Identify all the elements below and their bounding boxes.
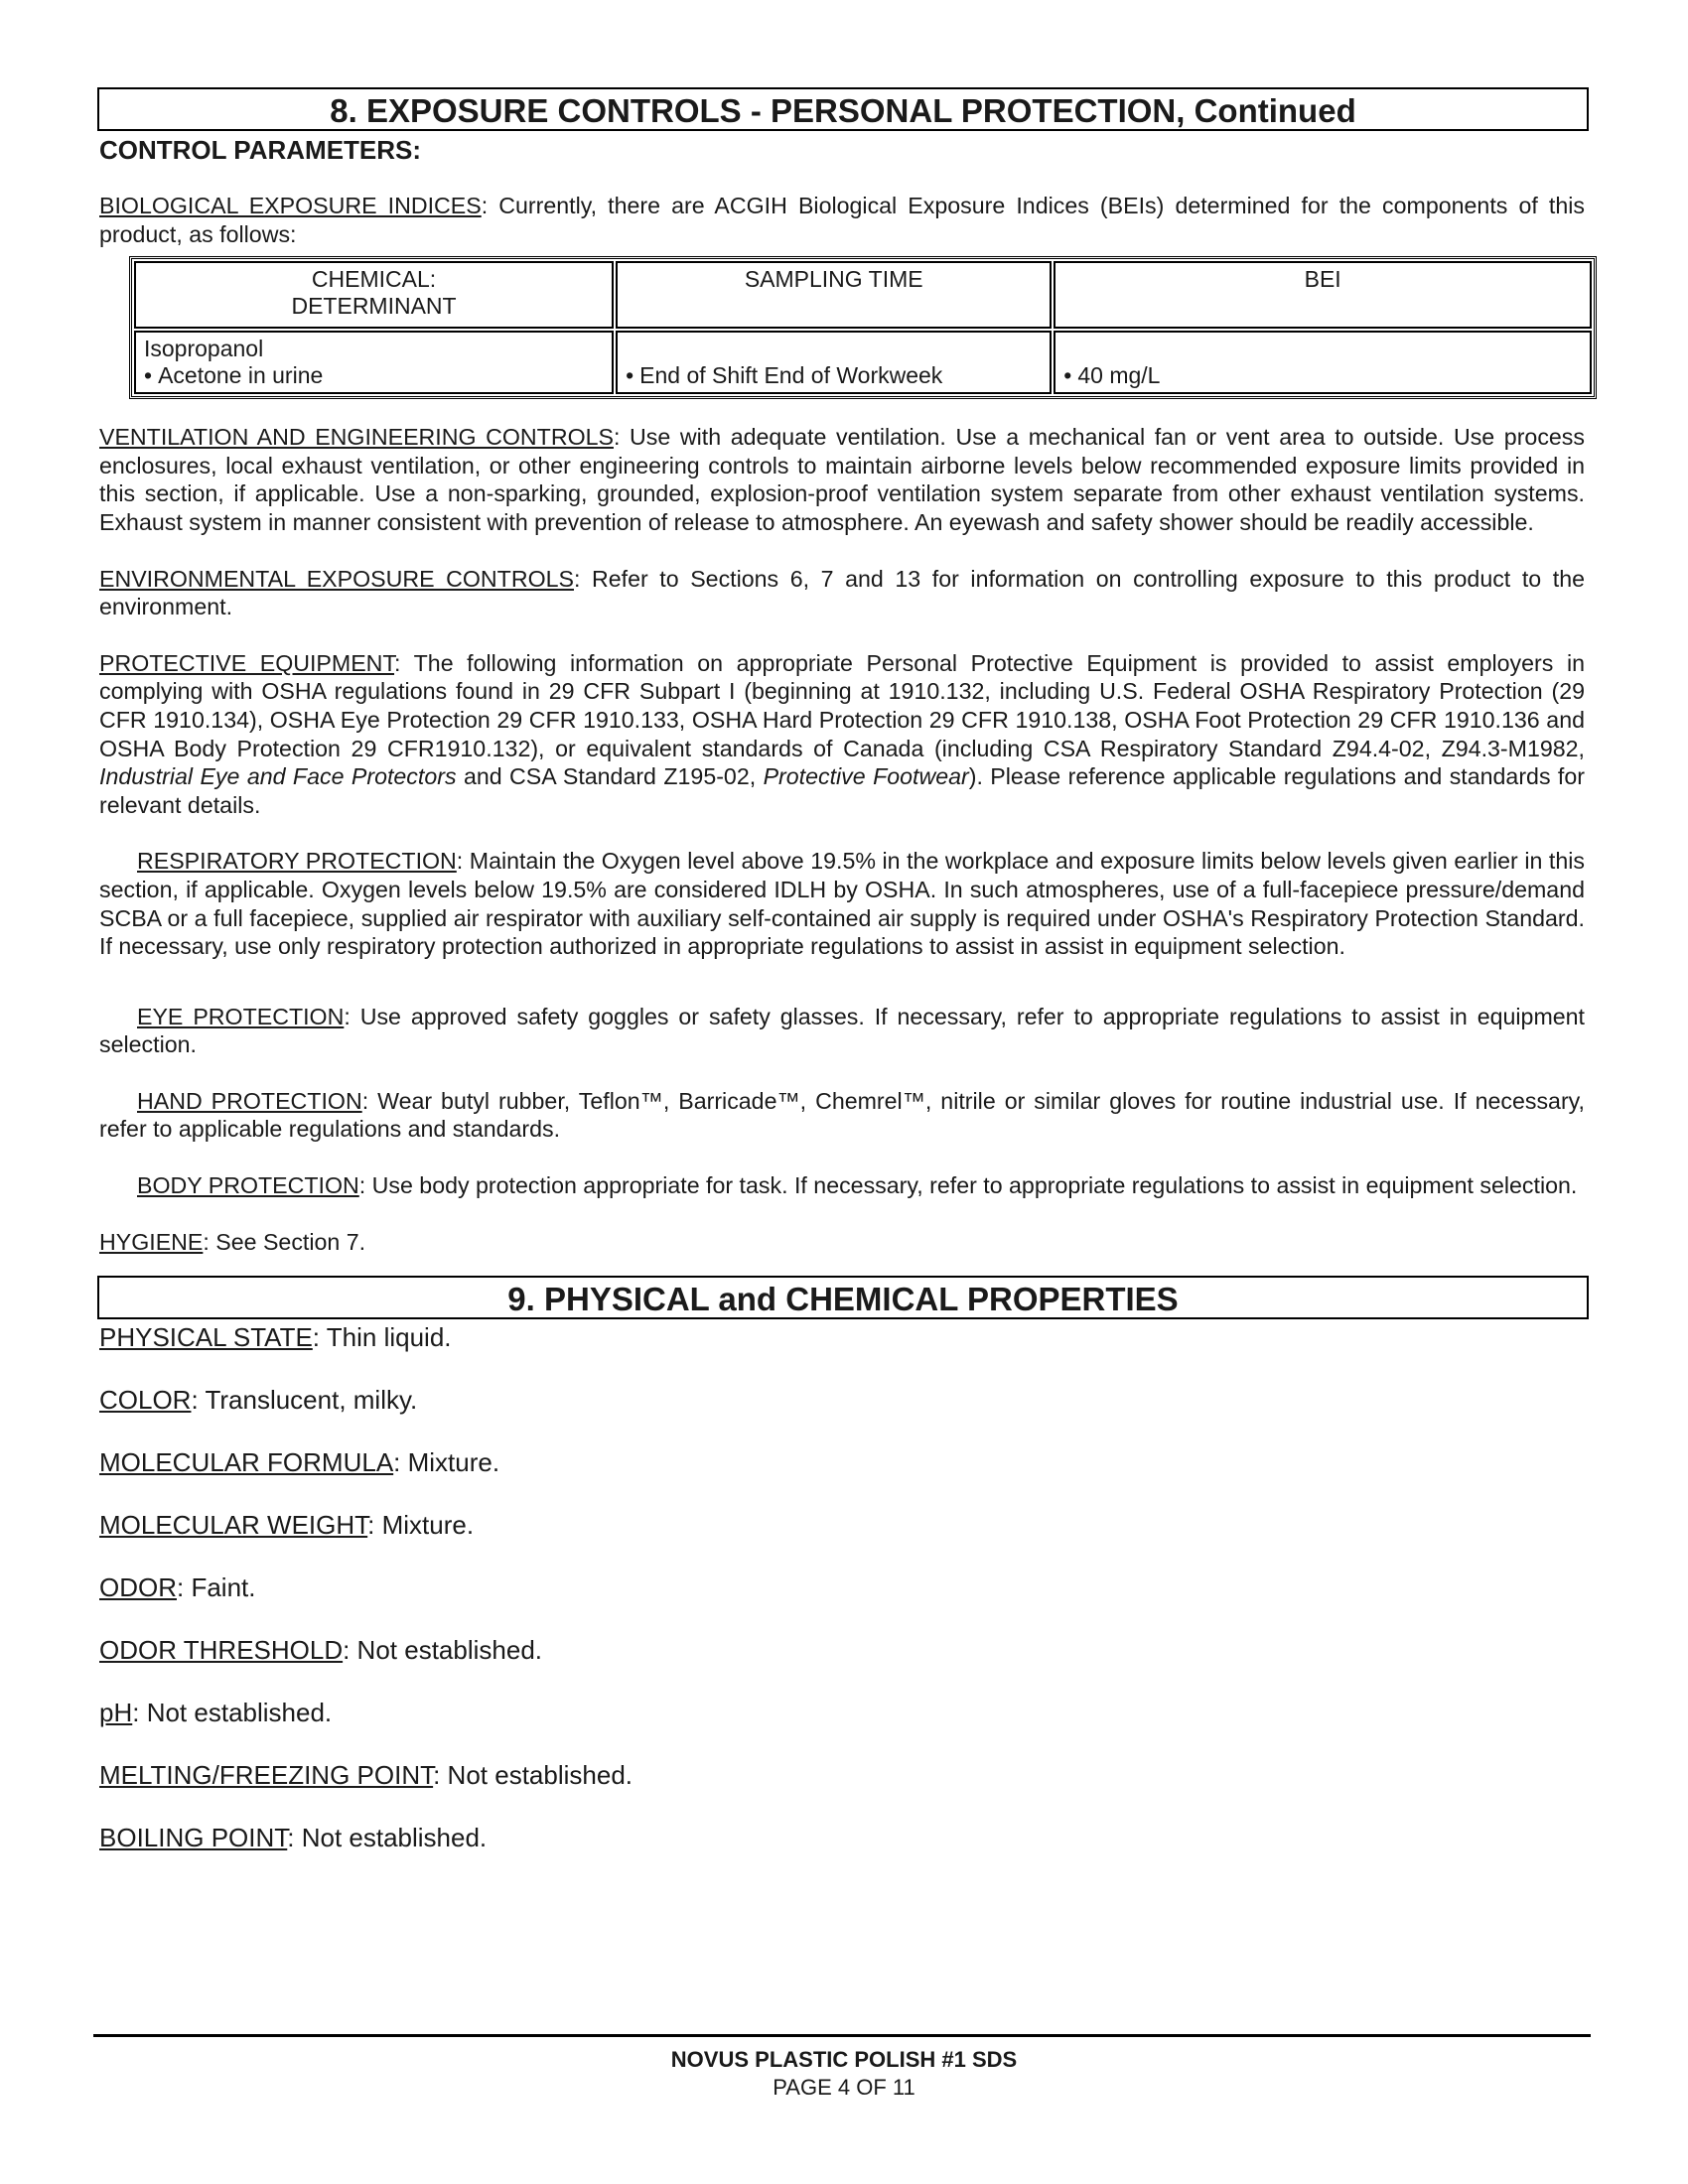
header-chemical: CHEMICAL: [311, 266, 437, 293]
property-boiling-point [99, 1822, 1589, 1884]
footer-title: NOVUS PLASTIC POLISH #1 SDS [670, 2047, 1018, 2072]
property-label: ODOR THRESHOLD [99, 1635, 344, 1666]
hygiene-label: HYGIENE [99, 1228, 204, 1255]
property-value: : Not established. [132, 1698, 333, 1728]
protective-label: PROTECTIVE EQUIPMENT [99, 649, 395, 676]
protective-italic-2: Protective Footwear [763, 763, 969, 790]
property-label: MOLECULAR WEIGHT [99, 1510, 368, 1541]
cell-bei [1054, 331, 1592, 394]
property-label: PHYSICAL STATE [99, 1322, 313, 1353]
ventilation-label: VENTILATION AND ENGINEERING CONTROLS [99, 424, 614, 451]
header-chemical-determinant [134, 261, 614, 329]
respiratory-label: RESPIRATORY PROTECTION [137, 848, 457, 875]
section-8-header: 8. EXPOSURE CONTROLS - PERSONAL PROTECTION, Continued [97, 87, 1589, 131]
property-label: ODOR [99, 1572, 177, 1603]
property-value: : Not established. [343, 1635, 542, 1666]
property-color [99, 1384, 1589, 1446]
header-bei: BEI [1054, 261, 1592, 329]
property-ph [99, 1697, 1589, 1759]
eye-label: EYE PROTECTION [137, 1003, 345, 1029]
hand-label: HAND PROTECTION [137, 1087, 362, 1114]
hand-text: : Wear butyl rubber, Teflon™, Barricade™, Chemrel™, nitrile or similar gloves for routine industrial use. If necessary, refer to applicable regulations and standards. [99, 1087, 1585, 1143]
environmental-label: ENVIRONMENTAL EXPOSURE CONTROLS [99, 565, 574, 592]
header-determinant: DETERMINANT [291, 293, 457, 320]
protective-equipment-paragraph [99, 649, 1585, 820]
protective-text-1: : The following information on appropriate Personal Protective Equipment is provided to assist employers in complying with OSHA regulations found in 29 CFR Subpart I (beginning at 1910.132, including U.S. Federal OSHA Respiratory Protection (29 CFR 1910.134), OSHA Eye Protection 29 CFR 1910.133, OSHA Hard Protection 29 CFR 1910.138, OSHA Foot Protection 29 CFR 1910.136 and OSHA Body Protection 29 CFR1910.132), or equivalent standards of Canada (including CSA Respiratory Standard Z94.4-02, Z94.3-M1982, [99, 649, 1585, 761]
property-value: : Faint. [177, 1572, 256, 1603]
property-value: : Translucent, milky. [191, 1385, 418, 1416]
properties-list [97, 1321, 1589, 1884]
document-page [97, 87, 1589, 1884]
body-text: : Use body protection appropriate for task. If necessary, refer to appropriate regulations to assist in equipment selection. [358, 1172, 1578, 1199]
protective-text-2: and CSA Standard Z195-02, [456, 763, 764, 790]
property-odor-threshold [99, 1634, 1589, 1697]
ventilation-text: : Use with adequate ventilation. Use a mechanical fan or vent area to outside. Use process enclosures, local exhaust ventilation, or other engineering controls to maintain airborne levels below recommended exposure limits provided in this section, if applicable. Use a non-sparking, grounded, explosion-proof ventilation system separate from other exhaust ventilation systems. Exhaust system in manner consistent with prevention of release to atmosphere. An eyewash and safety shower should be readily accessible. [99, 424, 1585, 535]
section-9-header: 9. PHYSICAL and CHEMICAL PROPERTIES [97, 1276, 1589, 1319]
protective-text-3: ). Please reference applicable regulations and standards for relevant details. [99, 763, 1585, 818]
body-protection-paragraph [99, 1171, 1585, 1200]
environmental-paragraph [99, 565, 1585, 621]
property-value: : Not established. [433, 1760, 633, 1791]
eye-text: : Use approved safety goggles or safety glasses. If necessary, refer to appropriate regulations to assist in equipment selection. [99, 1003, 1586, 1058]
cell-sampling-time [616, 331, 1052, 394]
property-label: MELTING/FREEZING POINT [99, 1760, 434, 1791]
hygiene-paragraph [99, 1228, 1585, 1257]
hygiene-text: : See Section 7. [203, 1228, 366, 1255]
bei-text: : Currently, there are ACGIH Biological Exposure Indices (BEIs) determined for the components of this product, as follows: [99, 193, 1585, 247]
property-label: COLOR [99, 1385, 192, 1416]
bei-table-header-row [134, 261, 1592, 329]
table-row [134, 331, 1592, 394]
environmental-text: : Refer to Sections 6, 7 and 13 for information on controlling exposure to this product to the environment. [99, 565, 1585, 620]
chemical-name: Isopropanol [144, 336, 264, 362]
property-value: : Thin liquid. [312, 1322, 452, 1353]
property-label: MOLECULAR FORMULA [99, 1447, 394, 1478]
property-molecular-weight [99, 1509, 1589, 1571]
property-label: pH [99, 1698, 133, 1728]
property-odor [99, 1571, 1589, 1634]
determinant-value: • Acetone in urine [144, 362, 604, 389]
eye-protection-paragraph [99, 1003, 1585, 1059]
property-label: BOILING POINT [99, 1823, 288, 1853]
body-label: BODY PROTECTION [137, 1172, 359, 1199]
hand-protection-paragraph [99, 1087, 1585, 1144]
control-parameters-heading: CONTROL PARAMETERS: [99, 135, 422, 165]
property-value: : Not established. [287, 1823, 488, 1853]
protective-italic-1: Industrial Eye and Face Protectors [99, 763, 457, 790]
bei-table [129, 256, 1597, 399]
respiratory-text: : Maintain the Oxygen level above 19.5% in the workplace and exposure limits below levels given earlier in this section, if applicable. Oxygen levels below 19.5% are considered IDLH by OSHA. In such atmospheres, use of a full-facepiece pressure/demand SCBA or a full facepiece, supplied air respirator with auxiliary self-contained air supply is required under OSHA's Respiratory Protection Standard. If necessary, use only respiratory protection authorized in appropriate regulations to assist in assist in equipment selection. [99, 848, 1585, 960]
sampling-time-value: • End of Shift End of Workweek [626, 362, 1042, 389]
header-sampling-time: SAMPLING TIME [616, 261, 1052, 329]
respiratory-paragraph [99, 847, 1585, 960]
ventilation-paragraph [99, 423, 1585, 536]
bei-label: BIOLOGICAL EXPOSURE INDICES [99, 193, 482, 218]
cell-chemical [134, 331, 614, 394]
property-physical-state [99, 1321, 1589, 1384]
footer-divider [93, 2034, 1591, 2037]
property-value: : Mixture. [367, 1510, 475, 1541]
property-value: : Mixture. [393, 1447, 500, 1478]
bei-value: • 40 mg/L [1063, 362, 1582, 389]
footer-page-number: PAGE 4 OF 11 [773, 2075, 915, 2100]
property-melting-point [99, 1759, 1589, 1822]
bei-paragraph [99, 192, 1585, 248]
property-molecular-formula [99, 1446, 1589, 1509]
